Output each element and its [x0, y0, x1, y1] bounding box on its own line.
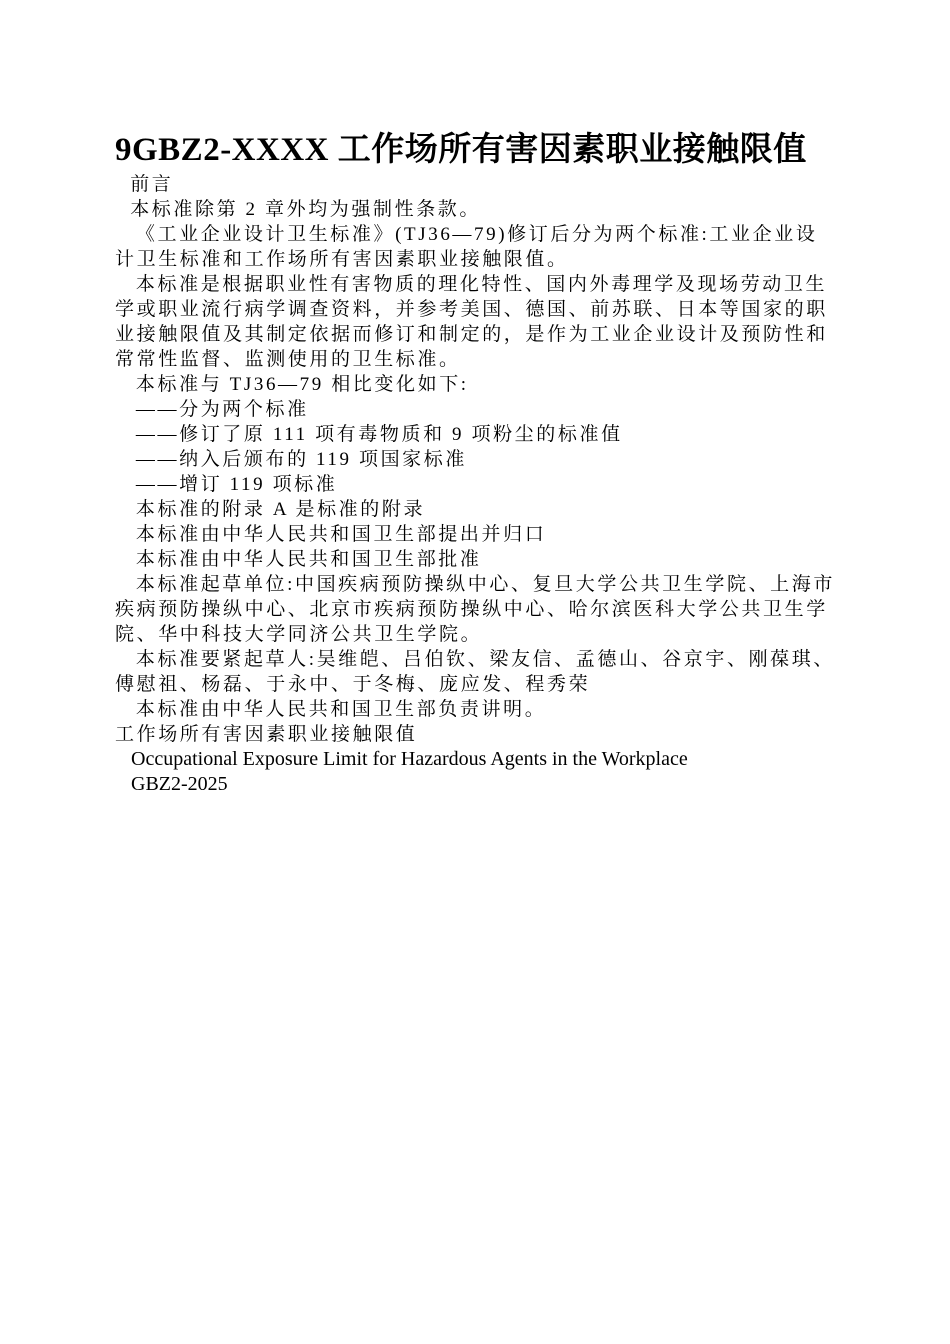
- standard-code: GBZ2-2025: [131, 773, 228, 795]
- paragraph-revision-history: 《工业企业设计卫生标准》(TJ36—79)修订后分为两个标准:工业企业设计卫生标准和工作场所有害因素职业接触限值。: [115, 224, 818, 270]
- paragraph-basis: 本标准是根据职业性有害物质的理化特性、国内外毒理学及现场劳动卫生学或职业流行病学调查资料，并参考美国、德国、前苏联、日本等国家的职业接触限值及其制定依据而修订和制定的，是作为工业企业设计及预防性和常常性监督、监测使用的卫生标准。: [115, 274, 828, 370]
- paragraph-approved-by: 本标准由中华人民共和国卫生部批准: [135, 549, 482, 570]
- paragraph-appendix: 本标准的附录 A 是标准的附录: [135, 499, 426, 520]
- paragraph-mandatory-clauses: 本标准除第 2 章外均为强制性条款。: [130, 199, 481, 220]
- paragraph-interpretation: 本标准由中华人民共和国卫生部负责讲明。: [135, 699, 547, 720]
- section-heading-foreword: 前言: [130, 174, 174, 195]
- paragraph-changes-intro: 本标准与 TJ36—79 相比变化如下:: [135, 374, 469, 395]
- standard-title-cn: 工作场所有害因素职业接触限值: [115, 724, 418, 745]
- list-item-change: ——修订了原 111 项有毒物质和 9 项粉尘的标准值: [135, 424, 623, 445]
- document-title: 9GBZ2-XXXX 工作场所有害因素职业接触限值: [115, 132, 807, 168]
- paragraph-drafters: 本标准要紧起草人:吴维皑、吕伯钦、梁友信、孟德山、谷京宇、刚葆琪、傅慰祖、杨磊、于永中、于冬梅、庞应发、程秀荣: [115, 649, 835, 695]
- paragraph-drafting-units: 本标准起草单位:中国疾病预防操纵中心、复旦大学公共卫生学院、上海市疾病预防操纵中心、北京市疾病预防操纵中心、哈尔滨医科大学公共卫生学院、华中科技大学同济公共卫生学院。: [115, 574, 835, 645]
- list-item-change: ——分为两个标准: [135, 399, 309, 420]
- list-item-change: ——纳入后颁布的 119 项国家标准: [135, 449, 467, 470]
- paragraph-proposed-by: 本标准由中华人民共和国卫生部提出并归口: [135, 524, 547, 545]
- document-page: [115, 128, 835, 797]
- standard-title-en: Occupational Exposure Limit for Hazardous Agents in the Workplace: [131, 748, 688, 770]
- list-item-change: ——增订 119 项标准: [135, 474, 338, 495]
- document-body: [115, 172, 835, 797]
